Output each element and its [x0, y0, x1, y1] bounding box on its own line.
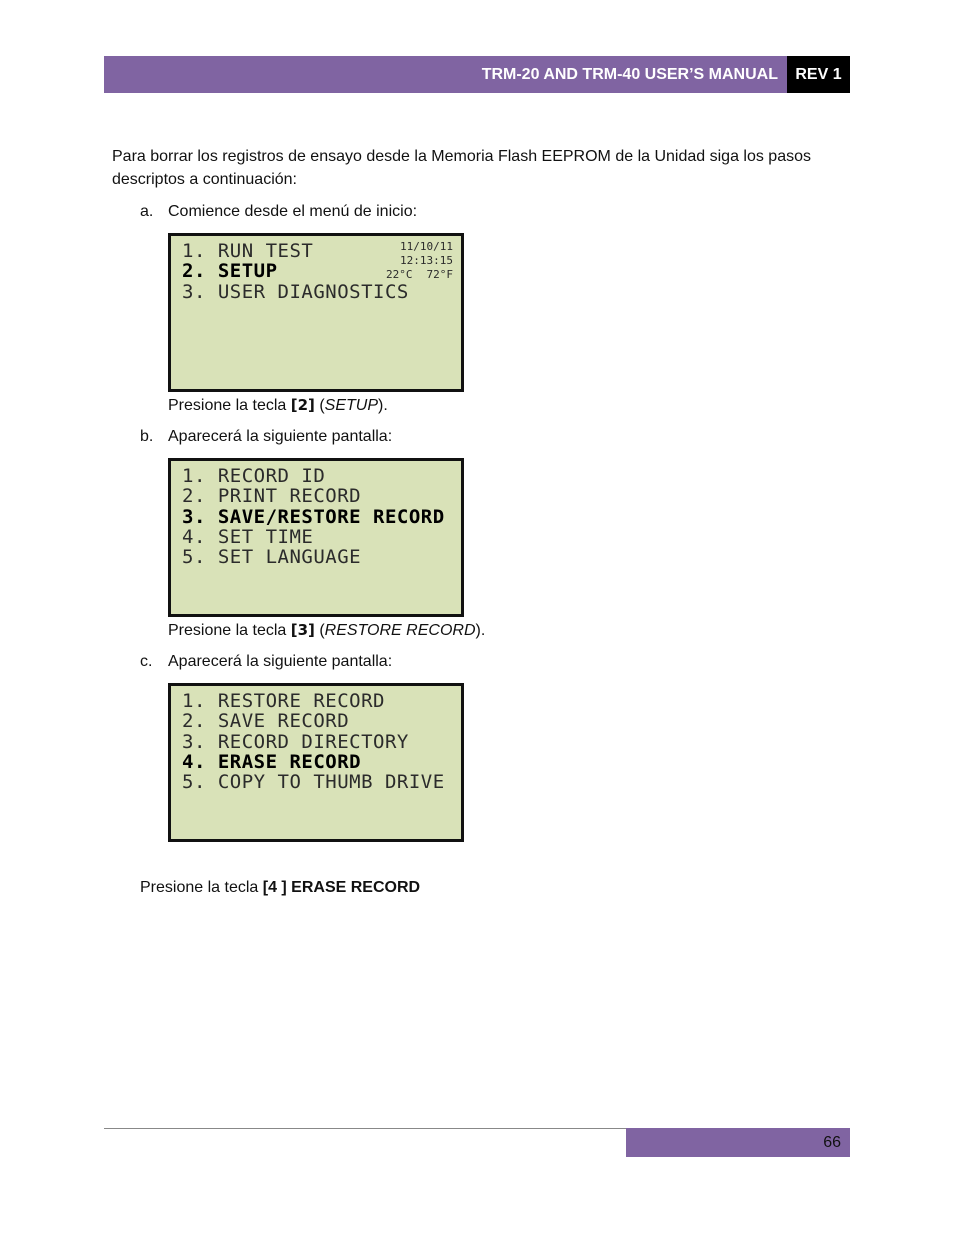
- step-c: [140, 650, 392, 673]
- lcd-line: 3. USER DIAGNOSTICS: [182, 280, 409, 303]
- step-letter: b.: [140, 428, 154, 445]
- paren-close: ).: [378, 397, 388, 414]
- final-instruction: [140, 876, 420, 899]
- lcd-line: 3. RECORD DIRECTORY: [182, 730, 409, 753]
- paren-open: (: [314, 622, 325, 639]
- lcd-line: 4. SET TIME: [182, 525, 314, 548]
- instruction-prefix: Presione la tecla: [168, 397, 291, 414]
- step-text: Aparecerá la siguiente pantalla:: [168, 653, 393, 670]
- lcd-screen-save-restore-menu: [168, 683, 464, 842]
- lcd-line: 2. SAVE RECORD: [182, 710, 350, 733]
- lcd-line: 1. RECORD ID: [182, 465, 326, 487]
- lcd-temp-f: 72°F: [426, 268, 453, 281]
- page-header: [104, 56, 850, 93]
- key-function: RESTORE RECORD: [324, 622, 476, 639]
- paren-open: (: [314, 397, 325, 414]
- lcd-temp-c: 22°C: [386, 268, 413, 281]
- intro-paragraph: Para borrar los registros de ensayo desde la Memoria Flash EEPROM de la Unidad siga los pasos descriptos a continuación:: [112, 148, 811, 188]
- key-label: [3]: [290, 621, 315, 639]
- page-number: 66: [626, 1128, 850, 1157]
- key-function: SETUP: [324, 397, 379, 414]
- revision-badge: REV 1: [787, 56, 850, 93]
- lcd-line-selected: 4. ERASE RECORD: [182, 750, 362, 773]
- lcd-date: 11/10/11: [400, 240, 453, 253]
- instruction-prefix: Presione la tecla: [168, 622, 291, 639]
- step-letter: a.: [140, 203, 154, 220]
- lcd-screen-main-menu: [168, 233, 464, 392]
- step-text: Comience desde el menú de inicio:: [168, 203, 418, 220]
- lcd-line: 2. PRINT RECORD: [182, 485, 362, 508]
- lcd-line-selected: 3. SAVE/RESTORE RECORD: [182, 505, 445, 528]
- instruction-a: [168, 394, 388, 417]
- lcd-line: 5. COPY TO THUMB DRIVE: [182, 771, 445, 794]
- key-label: [2]: [290, 396, 315, 414]
- key-label: [4 ] ERASE RECORD: [262, 879, 421, 896]
- footer-rule: [104, 1128, 626, 1129]
- step-letter: c.: [140, 653, 153, 670]
- paren-close: ).: [475, 622, 486, 639]
- lcd-line-selected: 2. SETUP: [182, 260, 278, 283]
- step-a: [140, 200, 417, 223]
- lcd-status: [386, 240, 453, 282]
- lcd-screen-setup-menu: [168, 458, 464, 617]
- instruction-b: [168, 619, 485, 642]
- lcd-line: 1. RUN TEST: [182, 240, 314, 262]
- instruction-prefix: Presione la tecla: [140, 879, 263, 896]
- step-b: [140, 425, 392, 448]
- step-text: Aparecerá la siguiente pantalla:: [168, 428, 393, 445]
- lcd-line: 5. SET LANGUAGE: [182, 546, 362, 569]
- manual-title: TRM-20 AND TRM-40 USER’S MANUAL: [104, 56, 787, 93]
- lcd-line: 1. RESTORE RECORD: [182, 690, 385, 712]
- lcd-time: 12:13:15: [400, 254, 453, 267]
